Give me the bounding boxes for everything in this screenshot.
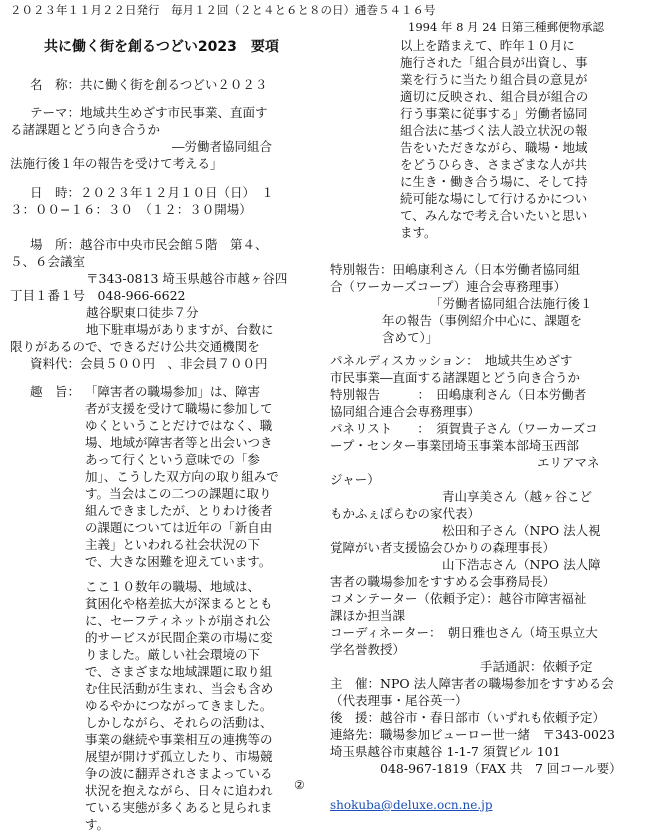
commentator-line: コメンテーター（依頼予定）：越谷市障害福祉	[330, 591, 587, 606]
coordinator-line: 学名誉教授）	[330, 642, 406, 657]
contact-line: 連絡先：職場参加ビューロー世一緒 〒343-0023	[330, 727, 615, 742]
document-title: 共に働く街を創るつどい2023 要項	[44, 39, 279, 55]
place-parking: 地下駐車場がありますが、台数に	[86, 322, 274, 337]
fee-label: 資料代：	[30, 356, 81, 371]
intro-paragraph: 以上を踏まえて、昨年１０月に 施行された「組合員が出資し、事 業を行うに当たり組合員の意見が 適切に反映され、組合員が組合の 行う事業に従事する」労働者協同 組合法に基づく法人設立状況の報 告をいただきながら、職場・地域 をどうひらき、さまざまな人が共 に生き・働き合う場に、そして持 続可能な場にして行けるかについ て、みんなで考え合いたいと思い ます。	[400, 38, 589, 240]
special-report-line: 特別報告：田嶋康利さん（日本労働者協同組	[330, 262, 581, 277]
place-parking: 限りがあるので、できるだけ公共交通機関を	[10, 339, 260, 354]
theme-line: る諸課題とどう向き合うか	[10, 122, 161, 137]
panel-line: 協同組合連合会専務理事）	[330, 404, 481, 419]
special-report	[330, 261, 645, 346]
place-label: 場 所：	[30, 237, 81, 252]
place-address: 丁目１番１号 048-966-6622	[10, 288, 186, 303]
panel-line: パネルディスカッション： 地域共生めざす	[330, 353, 573, 368]
name-row	[30, 76, 300, 93]
theme-line: 地域共生めざす市民事業、直面す	[80, 105, 268, 120]
theme-line: ―労働者協同組合	[172, 139, 273, 154]
theme-line: 法施行後１年の報告を受けて考える」	[10, 156, 223, 171]
postal-approval-line: 1994 年 8 月 24 日第三種郵便物承認	[408, 20, 604, 34]
host-line: 主 催：NPO 法人障害者の職場参加をすすめる会	[330, 676, 614, 691]
panel-line: エリアマネ	[537, 455, 600, 470]
place-line: ５、６会議室	[10, 254, 86, 269]
special-report-title: 含めて）」	[382, 330, 439, 345]
contact-email-link[interactable]: shokuba@deluxe.ocn.ne.jp	[330, 798, 493, 812]
fee-value: 会員５００円 、非会員７００円	[80, 356, 268, 371]
contact-line: 埼玉県越谷市東越谷 1-1-7 須賀ビル 101	[330, 744, 561, 759]
place-access: 越谷駅東口徒歩７分	[86, 305, 199, 320]
panel-line: 覚障がい者支援協会ひかりの森理事長）	[330, 540, 556, 555]
panel-line: もかふぇぽらむの家代表）	[330, 506, 481, 521]
panel-section	[330, 352, 645, 777]
issue-line: ２０２３年１１月２２日発行 毎月１２回（２と４と６と８の日）通巻５４１６号	[10, 3, 436, 17]
theme-section	[10, 104, 300, 172]
fee-row	[30, 355, 305, 372]
panel-line: 松田和子さん（NPO 法人視	[442, 523, 601, 538]
page-number-mark: ②	[294, 778, 305, 792]
sign-language-line: 手話通訳：依頼予定	[480, 659, 593, 674]
place-address: 〒343-0813 埼玉県越谷市越ヶ谷四	[86, 271, 288, 286]
purpose-paragraph: ここ１０数年の職場、地域は、 貧困化や格差拡大が深まるととも に、セーフティネットが崩され公 的サービスが民間企業の市場に変 りました。厳しい社会環境の下 で、さまざまな地域課題に取り組 む住民活動が生まれ、当会も含め ゆるやかにつながってきました。 しかしながら、それらの活動は、 事業の継続や事業相互の連携等の 展望が開けず孤立したり、市場競 争の波に翻弄されさまよっている 状況を抱えながら、日々に追われ ている実態が多くあると見られま す。	[85, 579, 274, 832]
date-label: 日 時：	[30, 185, 81, 200]
host-line: （代表理事・尾谷英一）	[330, 693, 468, 708]
panel-line: 山下浩志さん（NPO 法人障	[442, 557, 601, 572]
date-line: ３：００−１６：３０ （１２：３０開場）	[10, 202, 252, 217]
special-report-title: 年の報告（事例紹介中心に、課題を	[382, 313, 583, 328]
special-report-title: 「労働者協同組合法施行後１	[430, 296, 593, 311]
theme-label: テーマ：	[30, 105, 81, 120]
support-line: 後 援：越谷市・春日部市（いずれも依頼予定）	[330, 710, 606, 725]
special-report-line: 合（ワーカーズコープ）連合会専務理事）	[330, 279, 567, 294]
name-label: 名 称：	[30, 77, 81, 92]
purpose-label: 趣 旨：	[30, 384, 81, 399]
commentator-line: 課ほか担当課	[330, 608, 406, 623]
date-line: ２０２３年１２月１０日（日） １	[80, 185, 274, 200]
panel-line: ジャー）	[330, 472, 380, 487]
coordinator-line: コーディネーター： 朝日雅也さん（埼玉県立大	[330, 625, 598, 640]
date-section	[10, 184, 305, 218]
place-section	[10, 236, 305, 355]
panel-line: パネリスト ： 須賀貴子さん（ワーカーズコ	[330, 421, 598, 436]
place-line: 越谷市中央市民会館５階 第４、	[80, 237, 268, 252]
panel-line: 青山享美さん（越ヶ谷こど	[442, 489, 593, 504]
contact-phone: 048-967-1819（FAX 共 7 回コール要）	[380, 761, 622, 776]
panel-line: 害者の職場参加をすすめる会事務局長）	[330, 574, 556, 589]
panel-line: 特別報告 ： 田嶋康利さん（日本労働者	[330, 387, 587, 402]
purpose-paragraph: 「障害者の職場参加」は、障害 者が支援を受けて職場に参加して ゆくということだけではなく、職 場、地域が障害者等と出会いつき あって行くという意味での「参 加」、こうした双方向の取り組みで す。当会はこの二つの課題に取り 組んできましたが、とりわけ後者 の課題については近年の「新自由 主義」といわれる社会状況の下 で、大きな困難を迎えています。	[85, 384, 279, 569]
panel-line: 市民事業―直面する諸課題とどう向き合うか	[330, 370, 581, 385]
panel-line: ープ・センター事業団埼玉事業本部埼玉西部	[330, 438, 579, 453]
name-value: 共に働く街を創るつどい２０２３	[80, 77, 268, 92]
